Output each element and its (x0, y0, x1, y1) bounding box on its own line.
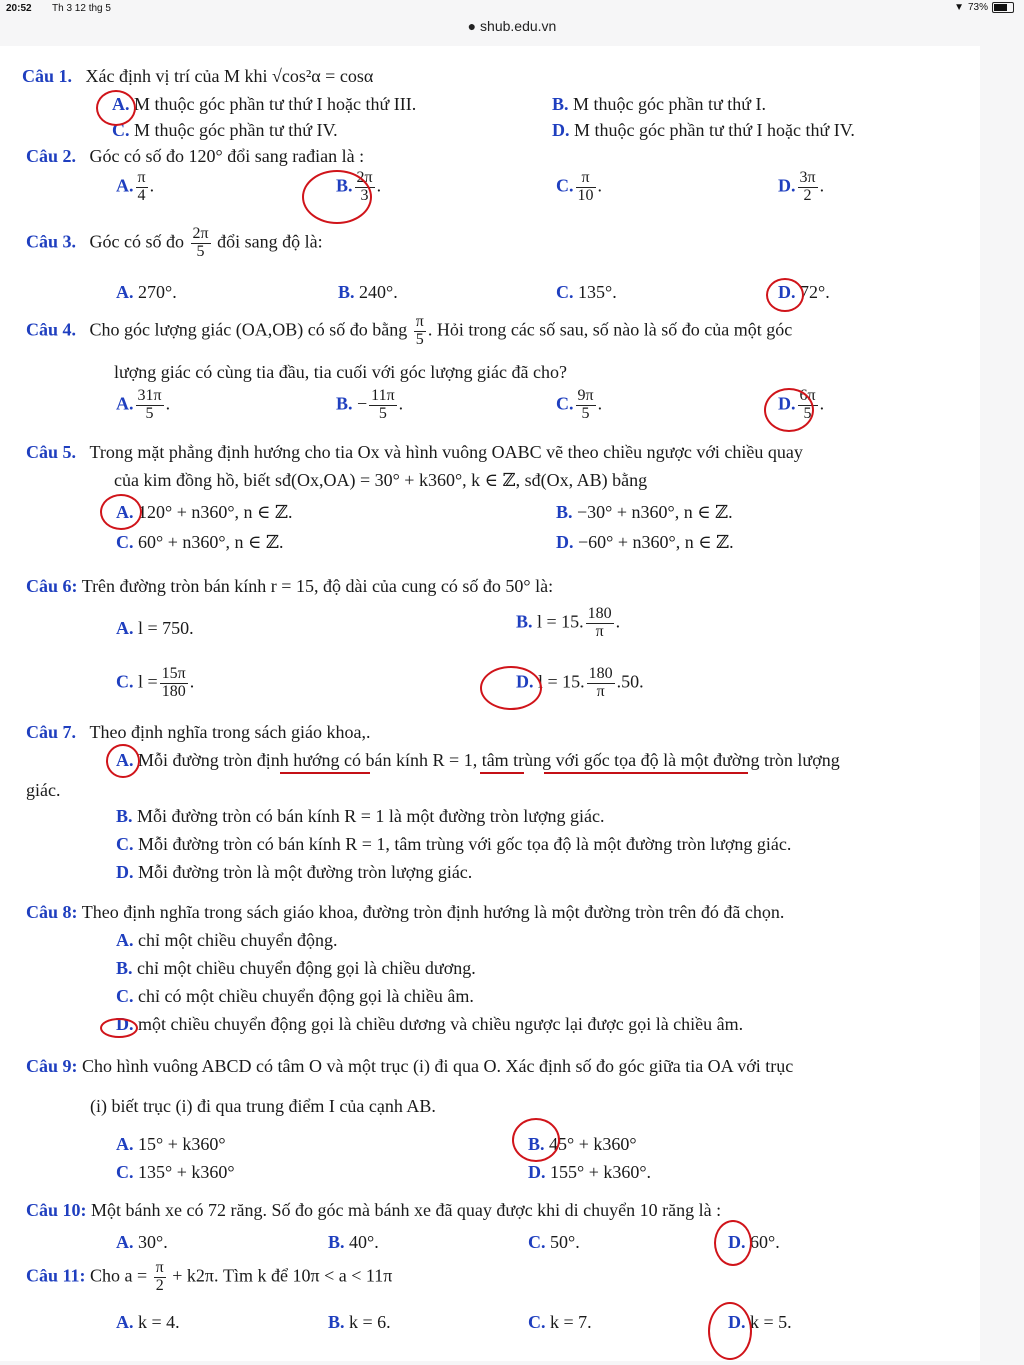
q10-option-a[interactable]: A. 30°. (116, 1232, 168, 1252)
question-11: Câu 11: Cho a = $\frac{\pi}{2}$ + k2π. Tìm k để 10π < a < 11π (26, 1259, 393, 1294)
status-bar (0, 0, 1024, 18)
q9-option-a[interactable]: A. 15° + k360° (116, 1134, 226, 1154)
underline-mark (480, 772, 524, 774)
q9-option-b[interactable]: B. 45° + k360° (528, 1134, 637, 1154)
question-8: Câu 8: Theo định nghĩa trong sách giáo khoa, đường tròn định hướng là một đường tròn trên đó đã chọn. (26, 902, 785, 922)
answer-circle-mark (766, 278, 804, 312)
q7-option-a-continued: giác. (26, 780, 61, 800)
q6-option-b[interactable]: B. l = 15. $\frac{180}{\pi}$ . (516, 605, 621, 640)
q11-option-d[interactable]: D. k = 5. (728, 1312, 792, 1332)
document-page (0, 46, 980, 1361)
question-9-line2: (i) biết trục (i) đi qua trung điểm I của cạnh AB. (90, 1096, 436, 1116)
underline-mark (280, 772, 370, 774)
q7-option-b[interactable]: B. Mỗi đường tròn có bán kính R = 1 là một đường tròn lượng giác. (116, 806, 605, 826)
q10-option-b[interactable]: B. 40°. (328, 1232, 379, 1252)
q4-option-b[interactable]: B. − $\frac{11\pi}{5}$ . (336, 387, 404, 422)
q8-option-b[interactable]: B. chỉ một chiều chuyển động gọi là chiều dương. (116, 958, 476, 978)
q11-option-a[interactable]: A. k = 4. (116, 1312, 180, 1332)
q7-option-c[interactable]: C. Mỗi đường tròn có bán kính R = 1, tâm trùng với gốc tọa độ là một đường tròn lượng giác. (116, 834, 792, 854)
q8-option-a[interactable]: A. chỉ một chiều chuyển động. (116, 930, 338, 950)
answer-circle-mark (100, 1018, 138, 1038)
answer-circle-mark (96, 90, 136, 126)
status-time: 20:52 (6, 3, 32, 14)
question-3: Câu 3. Góc có số đo $\frac{2\pi}{5}$ đổi sang độ là: (26, 225, 323, 260)
q4-option-a[interactable]: A. $\frac{31\pi}{5}$ . (116, 387, 171, 422)
q2-option-b[interactable]: B. $\frac{2\pi}{3}$ . (336, 169, 382, 204)
q2-option-c[interactable]: C. $\frac{\pi}{10}$ . (556, 169, 602, 204)
q2-option-d[interactable]: D. $\frac{3\pi}{2}$ . (778, 169, 825, 204)
q10-option-d[interactable]: D. 60°. (728, 1232, 780, 1252)
q3-option-d[interactable]: D. 72°. (778, 282, 830, 302)
q1-option-c[interactable]: C. M thuộc góc phần tư thứ IV. (112, 120, 338, 140)
answer-circle-mark (708, 1302, 752, 1360)
question-4-line2: lượng giác có cùng tia đầu, tia cuối với góc lượng giác đã cho? (114, 362, 567, 382)
q3-option-b[interactable]: B. 240°. (338, 282, 398, 302)
q5-option-d[interactable]: D. −60° + n360°, n ∈ ℤ. (556, 532, 734, 552)
question-5-line2: của kim đồng hồ, biết sđ(Ox,OA) = 30° + k360°, k ∈ ℤ, sđ(Ox, AB) bằng (114, 470, 648, 490)
underline-mark (544, 772, 748, 774)
status-right (954, 2, 1014, 13)
answer-circle-mark (100, 494, 142, 530)
question-4: Câu 4. Cho góc lượng giác (OA,OB) có số đo bằng $\frac{\pi}{5}$ . Hỏi trong các số sau, số nào là số đo của một góc (26, 313, 793, 348)
question-2: Câu 2. Góc có số đo 120° đổi sang rađian là : (26, 146, 365, 166)
q1-option-a[interactable]: A. M thuộc góc phần tư thứ I hoặc thứ III. (112, 94, 417, 114)
question-6: Câu 6: Trên đường tròn bán kính r = 15, độ dài của cung có số đo 50° là: (26, 576, 554, 596)
question-label: Câu 1. (22, 66, 73, 86)
battery-icon (992, 2, 1014, 13)
q4-option-c[interactable]: C. $\frac{9\pi}{5}$ . (556, 387, 603, 422)
q5-option-c[interactable]: C. 60° + n360°, n ∈ ℤ. (116, 532, 284, 552)
q6-option-d[interactable]: D. l = 15. $\frac{180}{\pi}$ .50. (516, 665, 644, 700)
status-date: Th 3 12 thg 5 (52, 3, 111, 14)
q7-option-a[interactable]: A. Mỗi đường tròn định hướng có bán kính R = 1, tâm trùng với gốc tọa độ là một đường tròn lượng (116, 750, 840, 770)
q11-option-b[interactable]: B. k = 6. (328, 1312, 391, 1332)
lock-icon: ● (467, 18, 477, 34)
address-bar[interactable] (0, 18, 1024, 42)
q4-option-d[interactable]: D. $\frac{6\pi}{5}$ . (778, 387, 825, 422)
q6-option-c[interactable]: C. l = $\frac{15\pi}{180}$ . (116, 665, 195, 700)
question-text: Xác định vị trí của M khi √cos²α = cosα (85, 66, 374, 86)
q1-option-d[interactable]: D. M thuộc góc phần tư thứ I hoặc thứ IV. (552, 120, 855, 140)
answer-circle-mark (764, 388, 814, 432)
q3-option-a[interactable]: A. 270°. (116, 282, 177, 302)
q7-option-d[interactable]: D. Mỗi đường tròn là một đường tròn lượng giác. (116, 862, 473, 882)
url-text: shub.edu.vn (480, 18, 557, 34)
q8-option-d[interactable]: D. một chiều chuyển động gọi là chiều dương và chiều ngược lại được gọi là chiều âm. (116, 1014, 744, 1034)
answer-circle-mark (480, 666, 542, 710)
question-9: Câu 9: Cho hình vuông ABCD có tâm O và một trục (i) đi qua O. Xác định số đo góc giữa tia OA với trục (26, 1056, 794, 1076)
q9-option-d[interactable]: D. 155° + k360°. (528, 1162, 652, 1182)
q3-option-c[interactable]: C. 135°. (556, 282, 617, 302)
q1-option-b[interactable]: B. M thuộc góc phần tư thứ I. (552, 94, 766, 114)
wifi-icon: ▼ (954, 2, 964, 13)
q2-option-a[interactable]: A. $\frac{\pi}{4}$ . (116, 169, 155, 204)
q5-option-a[interactable]: A. 120° + n360°, n ∈ ℤ. (116, 502, 293, 522)
q8-option-c[interactable]: C. chỉ có một chiều chuyển động gọi là chiều âm. (116, 986, 474, 1006)
q10-option-c[interactable]: C. 50°. (528, 1232, 580, 1252)
q11-option-c[interactable]: C. k = 7. (528, 1312, 592, 1332)
answer-circle-mark (512, 1118, 560, 1162)
answer-circle-mark (714, 1220, 752, 1266)
q5-option-b[interactable]: B. −30° + n360°, n ∈ ℤ. (556, 502, 733, 522)
q9-option-c[interactable]: C. 135° + k360° (116, 1162, 235, 1182)
battery-percent: 73% (967, 2, 988, 13)
question-5: Câu 5. Trong mặt phẳng định hướng cho tia Ox và hình vuông OABC vẽ theo chiều ngược với chiều quay (26, 442, 803, 462)
question-7: Câu 7. Theo định nghĩa trong sách giáo khoa,. (26, 722, 371, 742)
question-10: Câu 10: Một bánh xe có 72 răng. Số đo góc mà bánh xe đã quay được khi di chuyển 10 răng là : (26, 1200, 722, 1220)
question-1 (22, 66, 373, 87)
answer-circle-mark (106, 744, 140, 778)
answer-circle-mark (302, 170, 372, 224)
q6-option-a[interactable]: A. l = 750. (116, 618, 194, 638)
